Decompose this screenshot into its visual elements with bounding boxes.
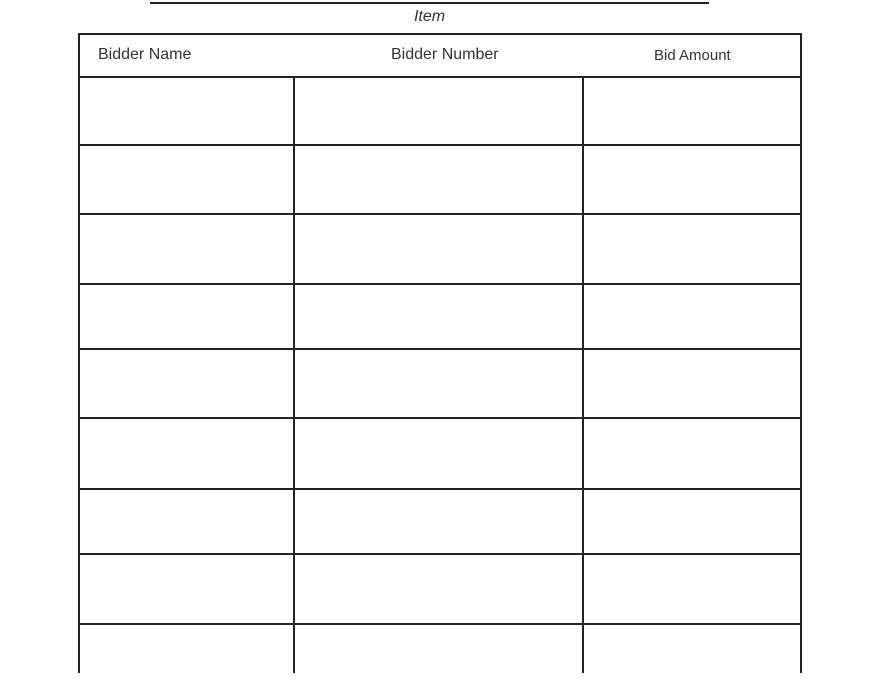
bid-amount-cell[interactable]: [584, 214, 800, 284]
bid-amount-cell[interactable]: [584, 418, 800, 489]
bid-amount-cell[interactable]: [584, 145, 800, 214]
bidder-number-cell[interactable]: [295, 76, 584, 145]
bidder-number-cell[interactable]: [295, 349, 584, 418]
bid-amount-cell[interactable]: [584, 349, 800, 418]
bidder-number-cell[interactable]: [295, 145, 584, 214]
bidder-name-cell[interactable]: [80, 554, 295, 624]
bidder-number-cell[interactable]: [295, 489, 584, 554]
bidder-number-cell[interactable]: [295, 284, 584, 349]
item-underline: [150, 2, 709, 4]
bidder-number-cell[interactable]: [295, 418, 584, 489]
bid-amount-cell[interactable]: [584, 284, 800, 349]
bid-amount-cell[interactable]: [584, 76, 800, 145]
bidder-name-cell[interactable]: [80, 349, 295, 418]
bidder-name-cell[interactable]: [80, 214, 295, 284]
column-header-bid-amount: Bid Amount: [654, 47, 731, 64]
bidder-name-cell[interactable]: [80, 489, 295, 554]
bidder-number-cell[interactable]: [295, 554, 584, 624]
column-header-bidder-name: Bidder Name: [98, 46, 192, 63]
bidder-name-cell[interactable]: [80, 145, 295, 214]
bid-amount-cell[interactable]: [584, 489, 800, 554]
table-header-row: [80, 35, 800, 78]
bid-sheet-table: [78, 33, 802, 673]
bidder-name-cell[interactable]: [80, 284, 295, 349]
bidder-name-cell[interactable]: [80, 418, 295, 489]
bidder-name-cell[interactable]: [80, 76, 295, 145]
item-label: Item: [413, 8, 446, 25]
column-header-bidder-number: Bidder Number: [391, 46, 499, 63]
bidder-number-cell[interactable]: [295, 214, 584, 284]
bid-amount-cell[interactable]: [584, 554, 800, 624]
